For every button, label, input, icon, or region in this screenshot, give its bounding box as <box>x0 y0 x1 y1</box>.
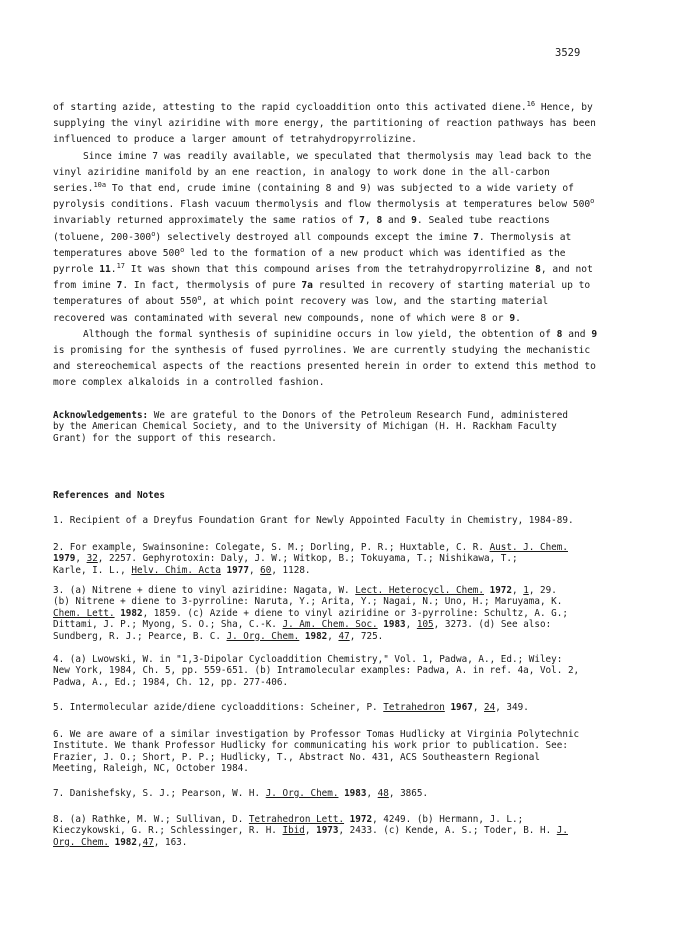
text-line: Karle, I. L., Helv. Chim. Acta 1977, 60, 1128. <box>53 564 311 576</box>
text-line: 4. (a) Lwowski, W. in "1,3-Dipolar Cycloaddition Chemistry," Vol. 1, Padwa, A., Ed.; Wiley: <box>53 654 563 665</box>
reference-2 <box>53 542 628 576</box>
text-line: Kieczykowski, G. R.; Schlessinger, R. H. Ibid, 1973, 2433. (c) Kende, A. S.; Toder, B. H. J. <box>53 825 568 837</box>
text-line: and stereochemical aspects of the reactions presented herein in order to extend this method to <box>53 361 596 373</box>
text-line: 1. Recipient of a Dreyfus Foundation Grant for Newly Appointed Faculty in Chemistry, 1984-89. <box>53 515 574 526</box>
text-line: (toluene, 200-300$^o$) selectively destroyed all compounds except the imine 7. Thermolysis at <box>53 229 572 243</box>
text-line: Acknowledgements: We are grateful to the Donors of the Petroleum Research Fund, administered <box>53 410 568 421</box>
page-number: 3529 <box>555 47 581 59</box>
reference-3 <box>53 585 628 642</box>
text-line: more complex alkaloids in a controlled fashion. <box>53 377 325 389</box>
references-heading-wrap <box>53 490 628 501</box>
text-line: 5. Intermolecular azide/diene cycloadditions: Scheiner, P. Tetrahedron 1967, 24, 349. <box>53 702 529 713</box>
reference-6 <box>53 729 628 775</box>
reference-1 <box>53 515 628 526</box>
text-line: by the American Chemical Society, and to the University of Michigan (H. H. Rackham Faculty <box>53 421 557 433</box>
text-line: pyrrole 11.17 It was shown that this compound arises from the tetrahydropyrrolizine 8, and not <box>53 262 593 276</box>
text-line: from imine 7. In fact, thermolysis of pure 7a resulted in recovery of starting material up to <box>53 280 591 292</box>
text-line: temperatures above 500$^o$ led to the formation of a new product which was identified as the <box>53 245 566 259</box>
text-line: pyrolysis conditions. Flash vacuum thermolysis and flow thermolysis at temperatures below 500$^o$ <box>53 197 595 211</box>
text-line: Although the formal synthesis of supinidine occurs in low yield, the obtention of 8 and 9 <box>83 328 598 340</box>
text-line: (b) Nitrene + diene to 3-pyrroline: Naruta, Y.; Arita, Y.; Nagai, N.; Uno, H.; Maruyama, K. <box>53 596 563 608</box>
text-line: 7. Danishefsky, S. J.; Pearson, W. H. J. Org. Chem. 1983, 48, 3865. <box>53 788 429 799</box>
text-line: influenced to produce a larger amount of tetrahydropyrrolizine. <box>53 134 417 146</box>
reference-7 <box>53 788 628 799</box>
acknowledgements <box>53 410 628 444</box>
reference-5 <box>53 702 628 713</box>
paragraph-1 <box>53 100 628 149</box>
text-line: Frazier, J. O.; Short, P. P.; Hudlicky, T., Abstract No. 431, ACS Southeastern Regional <box>53 751 540 763</box>
paragraph-2 <box>53 149 628 327</box>
text-line: recovered was contaminated with several new compounds, none of which were 8 or 9. <box>53 312 521 324</box>
references-heading: References and Notes <box>53 490 165 501</box>
text-line: Sundberg, R. J.; Pearce, B. C. J. Org. Chem. 1982, 47, 725. <box>53 630 384 642</box>
text-line: invariably returned approximately the same ratios of 7, 8 and 9. Sealed tube reactions <box>53 215 550 227</box>
text-line: is promising for the synthesis of fused pyrrolines. We are currently studying the mechanistic <box>53 345 591 357</box>
text-line: 3. (a) Nitrene + diene to vinyl aziridine: Nagata, W. Lect. Heterocycl. Chem. 1972, 1, 29. <box>53 585 557 596</box>
text-line: temperatures of about 550$^o$, at which point recovery was low, and the starting material <box>53 294 549 308</box>
text-line: Dittami, J. P.; Myong, S. O.; Sha, C.-K. J. Am. Chem. Soc. 1983, 105, 3273. (d) See also: <box>53 619 552 631</box>
text-line: 8. (a) Rathke, M. W.; Sullivan, D. Tetrahedron Lett. 1972, 4249. (b) Hermann, J. L.; <box>53 814 524 825</box>
text-line: New York, 1984, Ch. 5, pp. 559-651. (b) Intramolecular examples: Padwa, A. in ref. 4a, Vol. 2, <box>53 665 580 677</box>
paragraph-3 <box>53 327 628 392</box>
text-line: of starting azide, attesting to the rapid cycloaddition onto this activated diene.$^{16}$ Hence, by <box>53 100 593 113</box>
text-line: Chem. Lett. 1982, 1859. (c) Azide + diene to vinyl aziridine or 3-pyrroline: Schultz, A. G.; <box>53 607 568 619</box>
text-line: Since imine 7 was readily available, we speculated that thermolysis may lead back to the <box>83 150 592 162</box>
text-line: Meeting, Raleigh, NC, October 1984. <box>53 763 249 775</box>
text-line: 6. We are aware of a similar investigation by Professor Tomas Hudlicky at Virginia Polytechnic <box>53 729 580 740</box>
text-line: Institute. We thank Professor Hudlicky for communicating his work prior to publication. See: <box>53 740 568 752</box>
text-line: 1979, 32, 2257. Gephyrotoxin: Daly, J. W.; Witkop, B.; Tokuyama, T.; Nishikawa, T.; <box>53 553 518 565</box>
reference-4 <box>53 654 628 688</box>
text-line: series.$^{10a}$ To that end, crude imine (containing 8 and 9) was subjected to a wide variety of <box>53 181 574 195</box>
text-line: 2. For example, Swainsonine: Colegate, S. M.; Dorling, P. R.; Huxtable, C. R. Aust. J. Chem. <box>53 542 568 553</box>
text-line: supplying the vinyl aziridine with more energy, the partitioning of reaction pathways has been <box>53 118 596 130</box>
text-line: Padwa, A., Ed.; 1984, Ch. 12, pp. 277-406. <box>53 676 289 688</box>
text-line: Org. Chem. 1982,47, 163. <box>53 836 188 848</box>
reference-8 <box>53 814 628 848</box>
main-text <box>53 100 628 392</box>
text-line: Grant) for the support of this research. <box>53 432 277 444</box>
text-line: vinyl aziridine manifold by an ene reaction, in analogy to work done in the all-carbon <box>53 166 550 178</box>
